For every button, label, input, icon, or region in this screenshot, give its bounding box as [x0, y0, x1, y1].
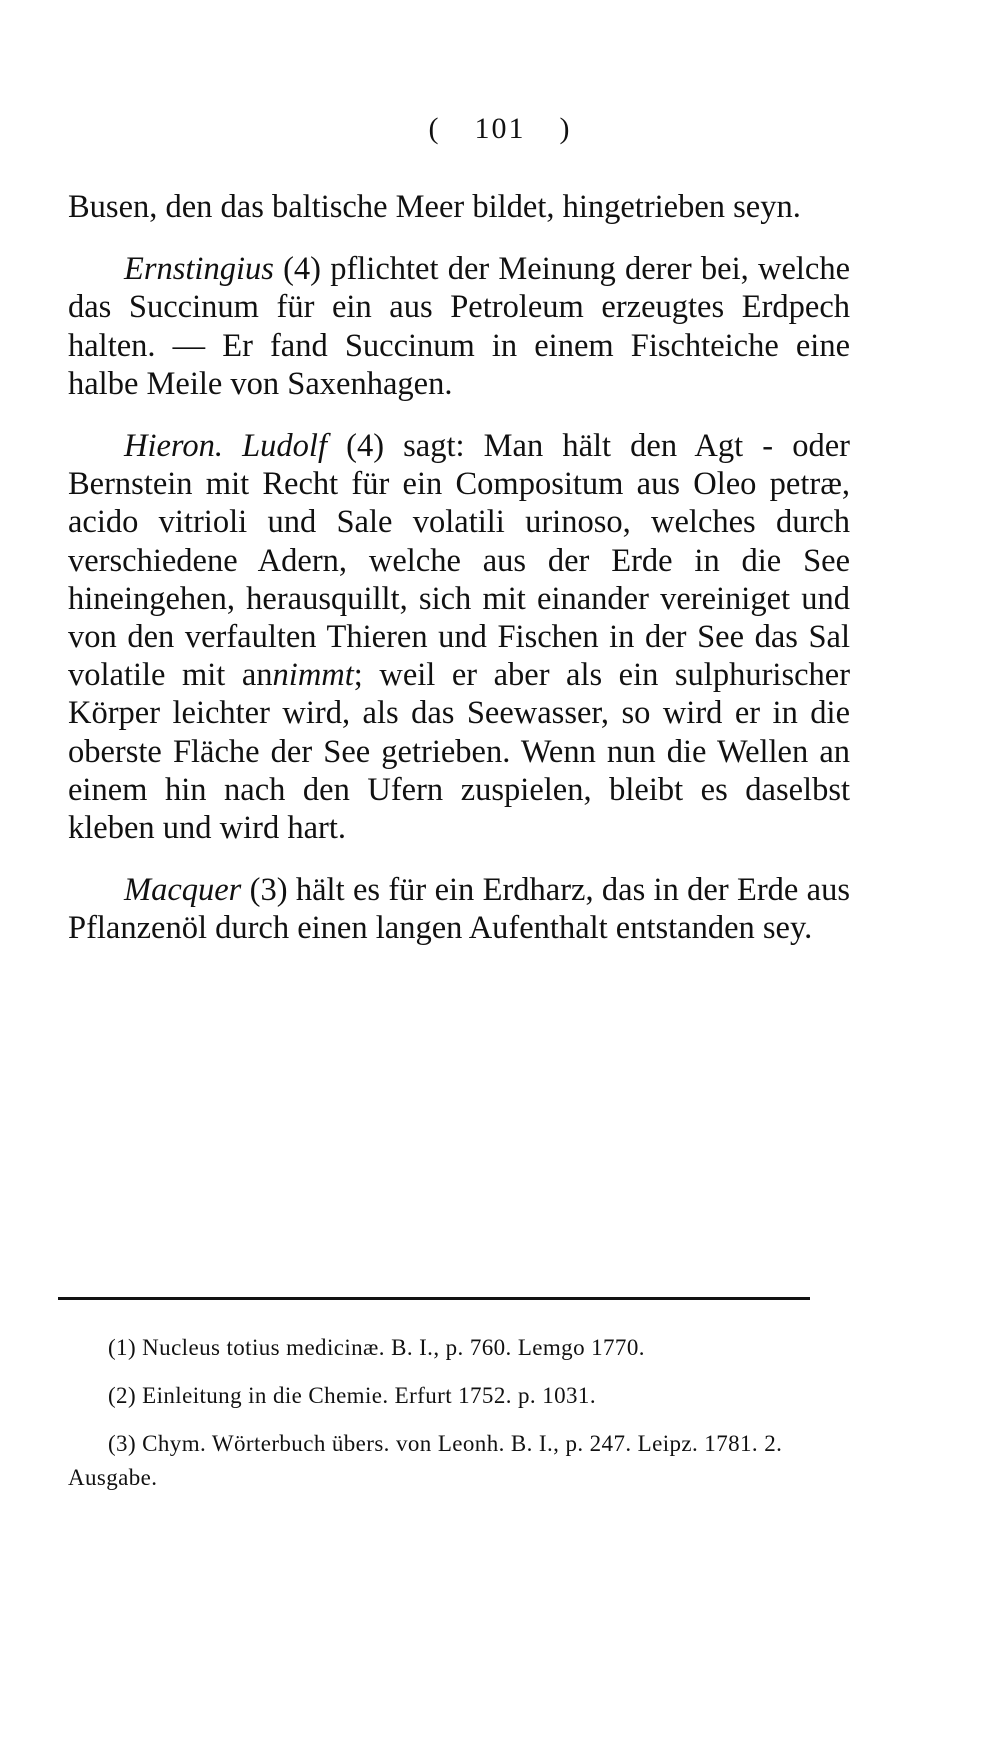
footnotes	[68, 1331, 852, 1509]
footnote-divider	[58, 1297, 810, 1300]
author-name: Ernstingius	[124, 251, 274, 288]
page-number-value: 101	[474, 112, 526, 145]
paragraph-text: (3) hält es für ein Erdharz, das in der Erde aus Pflanzenöl durch einen langen Aufenthalt entstanden sey.	[68, 872, 850, 947]
footnote-2: (2) Einleitung in die Chemie. Erfurt 1752. p. 1031.	[108, 1383, 596, 1408]
page-number	[0, 112, 1000, 146]
paragraph-text-italic: nimmt	[272, 657, 354, 694]
footnote-1: (1) Nucleus totius medicinæ. B. I., p. 760. Lemgo 1770.	[108, 1335, 645, 1360]
paragraph-ernstingius	[68, 250, 850, 403]
author-name: Hieron. Ludolf	[124, 428, 327, 465]
paragraph-continuation	[68, 188, 850, 226]
paragraph-text-part-b: ; weil er aber als ein sulphurischer Körper leichter wird, als das Seewasser, so wird er in die oberste Fläche der See getrieben. Wenn nun die Wellen an einem hin nach den Ufern zuspielen, bleibt es daselbst kleben und wird hart.	[68, 657, 851, 847]
page-number-close-paren: )	[559, 112, 572, 145]
footnote-3: (3) Chym. Wörterbuch übers. von Leonh. B. I., p. 247. Leipz. 1781. 2. Ausgabe.	[68, 1431, 783, 1490]
paragraph-macquer	[68, 871, 850, 947]
paragraph-text: Busen, den das baltische Meer bildet, hingetrieben seyn.	[68, 189, 801, 225]
paragraph-text-part-a: (4) sagt: Man hält den Agt - oder Bernstein mit Recht für ein Compositum aus Oleo petræ, acido vitrioli und Sale volatili urinoso, welches durch verschiedene Adern, welche aus der Erde in die See hineingehen, herausquillt, sich mit einander vereiniget und von den verfaulten Thieren und Fischen in der See das Sal volatile mit an	[68, 428, 850, 694]
paragraph-text: (4) pflichtet der Meinung derer bei, welche das Succinum für ein aus Petroleum erzeugtes Erdpech halten. — Er fand Succinum in einem Fischteiche eine halbe Meile von Saxenhagen.	[68, 251, 850, 402]
page-number-open-paren: (	[428, 112, 441, 145]
author-name: Macquer	[124, 872, 242, 909]
main-text	[68, 188, 850, 972]
paragraph-ludolf	[68, 427, 850, 847]
